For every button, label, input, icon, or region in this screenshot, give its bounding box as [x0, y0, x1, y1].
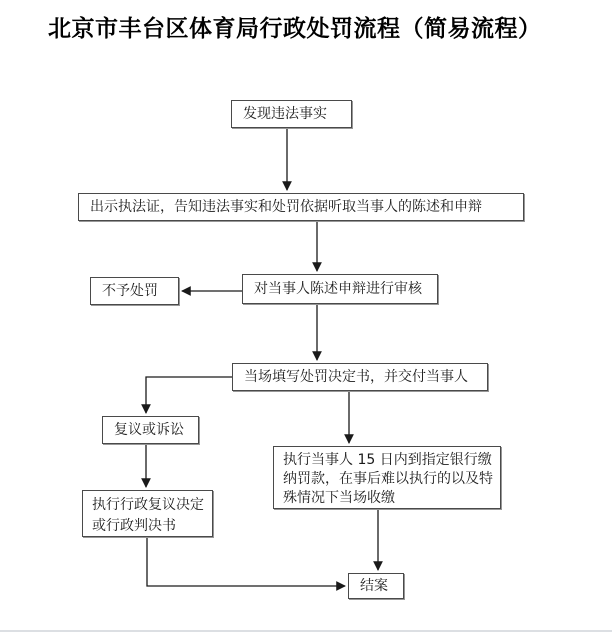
bottom-divider [0, 630, 612, 632]
flow-node-pay-fine: 执行当事人 15 日内到指定银行缴纳罚款，在事后难以执行的以及特殊情况下当场收缴 [273, 446, 501, 509]
flow-node-discover: 发现违法事实 [231, 100, 352, 128]
flow-node-execute-review-decision: 执行行政复议决定或行政判决书 [82, 490, 213, 537]
flow-node-decision-letter: 当场填写处罚决定书，并交付当事人 [232, 363, 488, 391]
flow-node-review-statement: 对当事人陈述申辩进行审核 [242, 274, 438, 304]
flow-node-close-case: 结案 [348, 573, 404, 599]
flow-node-no-penalty: 不予处罚 [90, 277, 179, 305]
page-title: 北京市丰台区体育局行政处罚流程（简易流程） [48, 16, 542, 42]
flow-node-appeal-or-lawsuit: 复议或诉讼 [102, 416, 199, 444]
flow-node-present-certificate: 出示执法证，告知违法事实和处罚依据听取当事人的陈述和申辩 [78, 193, 524, 221]
edge-decision-appeal [146, 377, 232, 413]
edge-exec-review-close [147, 537, 345, 586]
